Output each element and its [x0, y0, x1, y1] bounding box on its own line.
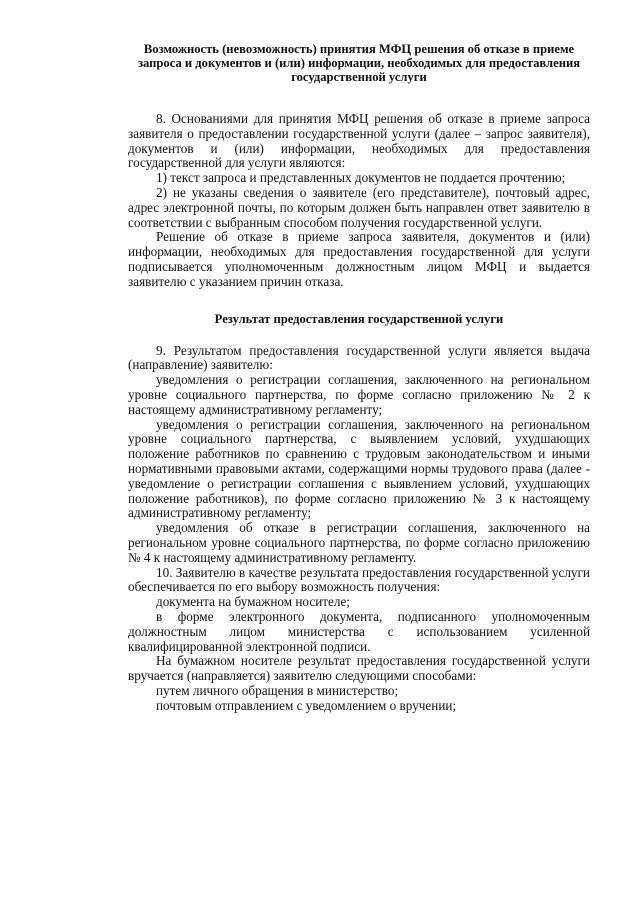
section-heading-refusal-grounds: Возможность (невозможность) принятия МФЦ решения об отказе в приеме запроса и документов и (или) информации, необходимых для предоставления государственной услуги: [137, 42, 581, 84]
paragraph-paper-delivery: На бумажном носителе результат предоставления государственной услуги вручается (направляется) заявителю следующими способами:: [128, 653, 590, 684]
paragraph-notice-registration: уведомления о регистрации соглашения, заключенного на региональном уровне социального партнерства, по форме согласно приложению № 2 к настоящему административному регламенту;: [128, 372, 590, 417]
document-content: [128, 42, 590, 713]
list-item-1: 1) текст запроса и представленных документов не поддается прочтению;: [156, 170, 566, 186]
paragraph-9: 9. Результатом предоставления государственной услуги является выдача (направление) заявителю:: [128, 342, 590, 373]
paragraph-10: 10. Заявителю в качестве результата предоставления государственной услуги обеспечивается по его выбору возможность получения:: [128, 564, 590, 595]
section-heading-service-result: Результат предоставления государственной услуги: [214, 311, 504, 326]
paragraph-refusal-decision: Решение об отказе в приеме запроса заявителя, документов и (или) информации, необходимых для предоставления государственной для услуги подписывается уполномоченным должностным лицом МФЦ и выдается заявителю с указанием причин отказа.: [128, 229, 590, 289]
paragraph-electronic-document: в форме электронного документа, подписанного уполномоченным должностным лицом министерства с использованием усиленной квалифицированной электронной подписи.: [128, 608, 590, 654]
paragraph-personal-visit: путем личного обращения в министерство;: [156, 682, 399, 698]
paragraph-notice-registration-conditions: уведомления о регистрации соглашения, заключенного на региональном уровне социального партнерства, с выявлением условий, ухудшающих положение работников по сравнению с трудовым законодательством и иными нормативными правовыми актами, содержащими нормы трудового права (далее - уведомление о регистрации соглашения с выявлением условий, ухудшающих положение работников), по форме согласно приложению № 3 к настоящему административному регламенту;: [128, 416, 590, 521]
paragraph-paper-document: документа на бумажном носителе;: [156, 594, 350, 610]
list-item-2: 2) не указаны сведения о заявителе (его представителе), почтовый адрес, адрес электронной почты, по которым должен быть направлен ответ заявителю в соответствии с выбранным способом получения государственной услуги.: [128, 184, 590, 230]
paragraph-notice-refusal: уведомления об отказе в регистрации соглашения, заключенного на региональном уровне социального партнерства, по форме согласно приложению № 4 к настоящему административному регламенту.: [128, 520, 590, 565]
paragraph-8: 8. Основаниями для принятия МФЦ решения об отказе в приеме запроса заявителя о предоставлении государственной услуги (далее – запрос заявителя), документов и (или) информации, необходимых для предоставления государственной для услуги являются:: [128, 111, 590, 171]
paragraph-postal-delivery: почтовым отправлением с уведомлением о вручении;: [156, 697, 457, 713]
